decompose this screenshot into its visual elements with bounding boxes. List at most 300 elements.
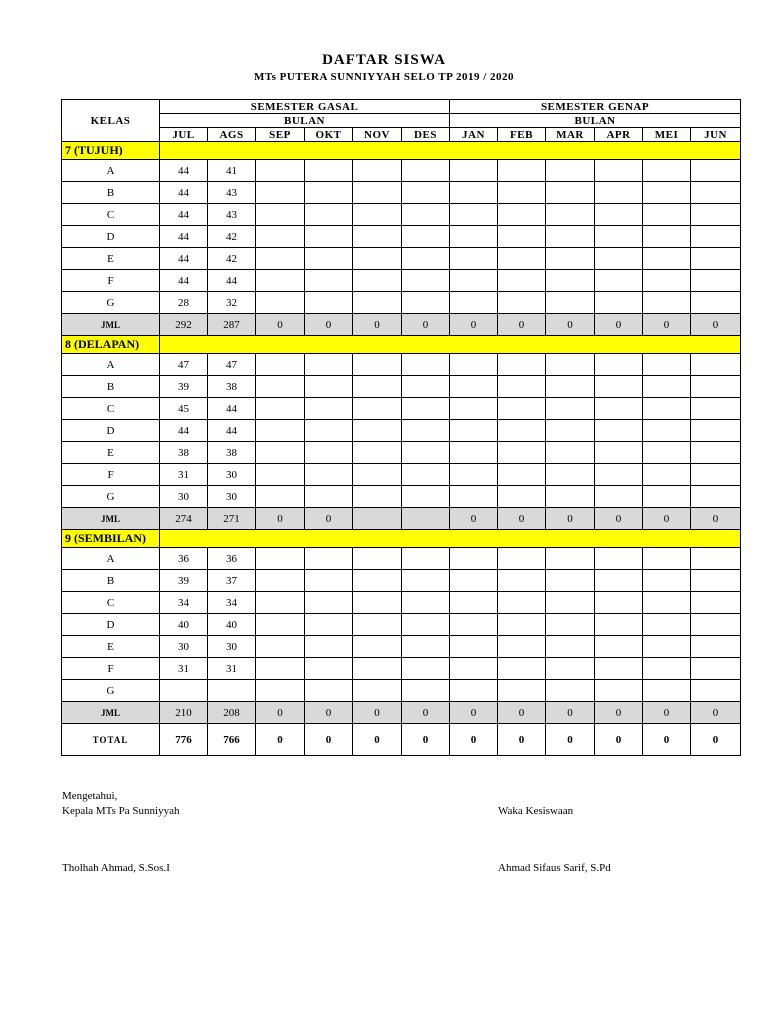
table-cell: 31 bbox=[160, 464, 208, 486]
table-cell bbox=[643, 636, 691, 658]
class-label: F bbox=[62, 270, 160, 292]
table-cell: 40 bbox=[160, 614, 208, 636]
table-cell bbox=[256, 464, 305, 486]
class-label: E bbox=[62, 636, 160, 658]
grade-section-row bbox=[62, 336, 741, 354]
total-cell: 0 bbox=[643, 724, 691, 756]
table-cell bbox=[546, 592, 595, 614]
class-label: D bbox=[62, 226, 160, 248]
table-cell bbox=[353, 486, 402, 508]
table-cell bbox=[256, 292, 305, 314]
table-cell: 38 bbox=[160, 442, 208, 464]
subtotal-cell bbox=[402, 508, 450, 530]
table-cell bbox=[353, 548, 402, 570]
table-row bbox=[62, 636, 741, 658]
month-header: JAN bbox=[450, 128, 498, 142]
table-cell bbox=[498, 680, 546, 702]
table-cell bbox=[256, 570, 305, 592]
table-cell: 44 bbox=[160, 182, 208, 204]
table-cell bbox=[643, 292, 691, 314]
table-cell bbox=[353, 636, 402, 658]
grade-label: 9 (SEMBILAN) bbox=[62, 530, 160, 548]
table-cell bbox=[546, 658, 595, 680]
semester-gasal-header: SEMESTER GASAL bbox=[160, 100, 450, 114]
table-cell: 31 bbox=[160, 658, 208, 680]
class-label: B bbox=[62, 570, 160, 592]
table-cell bbox=[208, 680, 256, 702]
subtotal-cell: 0 bbox=[691, 508, 741, 530]
table-cell: 36 bbox=[160, 548, 208, 570]
month-header: MAR bbox=[546, 128, 595, 142]
kelas-header: KELAS bbox=[62, 100, 160, 142]
table-row bbox=[62, 570, 741, 592]
class-label: G bbox=[62, 292, 160, 314]
table-cell bbox=[595, 570, 643, 592]
table-cell bbox=[643, 658, 691, 680]
table-row bbox=[62, 548, 741, 570]
table-cell bbox=[402, 420, 450, 442]
subtotal-cell: 271 bbox=[208, 508, 256, 530]
month-header: JUN bbox=[691, 128, 741, 142]
table-row bbox=[62, 398, 741, 420]
subtotal-cell: 0 bbox=[546, 314, 595, 336]
sig-left-line2: Kepala MTs Pa Sunniyyah bbox=[62, 805, 180, 817]
table-cell bbox=[643, 464, 691, 486]
table-cell bbox=[353, 226, 402, 248]
table-cell bbox=[643, 420, 691, 442]
table-cell bbox=[450, 270, 498, 292]
table-cell bbox=[691, 570, 741, 592]
table-cell bbox=[498, 182, 546, 204]
table-cell: 31 bbox=[208, 658, 256, 680]
table-cell bbox=[498, 636, 546, 658]
total-cell: 0 bbox=[353, 724, 402, 756]
table-row bbox=[62, 204, 741, 226]
table-cell bbox=[353, 270, 402, 292]
sig-right-name: Ahmad Sifaus Sarif, S.Pd bbox=[498, 862, 611, 874]
table-cell bbox=[305, 398, 353, 420]
table-cell bbox=[256, 486, 305, 508]
table-cell: 42 bbox=[208, 248, 256, 270]
subtotal-cell: 0 bbox=[305, 314, 353, 336]
table-cell bbox=[546, 442, 595, 464]
table-cell bbox=[256, 680, 305, 702]
table-cell bbox=[353, 570, 402, 592]
subtotal-cell: 0 bbox=[402, 314, 450, 336]
grade-section-band bbox=[160, 142, 741, 160]
table-cell bbox=[305, 548, 353, 570]
table-cell: 44 bbox=[160, 420, 208, 442]
table-cell bbox=[691, 464, 741, 486]
table-cell bbox=[643, 548, 691, 570]
table-cell bbox=[160, 680, 208, 702]
table-cell bbox=[402, 548, 450, 570]
table-cell bbox=[305, 636, 353, 658]
table-cell: 38 bbox=[208, 376, 256, 398]
table-cell bbox=[256, 398, 305, 420]
table-cell bbox=[595, 376, 643, 398]
subtotal-cell: 0 bbox=[595, 702, 643, 724]
table-row bbox=[62, 354, 741, 376]
table-cell bbox=[450, 548, 498, 570]
total-cell: 0 bbox=[498, 724, 546, 756]
table-cell bbox=[353, 248, 402, 270]
table-cell bbox=[402, 398, 450, 420]
table-cell bbox=[353, 292, 402, 314]
table-cell: 34 bbox=[208, 592, 256, 614]
class-label: A bbox=[62, 160, 160, 182]
table-cell bbox=[305, 160, 353, 182]
subtotal-cell: 0 bbox=[256, 508, 305, 530]
sig-left-line1: Mengetahui, bbox=[62, 790, 118, 802]
table-cell bbox=[691, 398, 741, 420]
table-row bbox=[62, 464, 741, 486]
table-cell bbox=[256, 442, 305, 464]
grade-label: 7 (TUJUH) bbox=[62, 142, 160, 160]
class-label: B bbox=[62, 182, 160, 204]
table-cell bbox=[498, 570, 546, 592]
table-cell bbox=[498, 160, 546, 182]
table-row bbox=[62, 270, 741, 292]
table-cell bbox=[643, 204, 691, 226]
table-cell bbox=[305, 464, 353, 486]
table-cell bbox=[643, 160, 691, 182]
table-cell: 37 bbox=[208, 570, 256, 592]
table-cell bbox=[595, 270, 643, 292]
subtotal-row bbox=[62, 508, 741, 530]
table-cell bbox=[595, 248, 643, 270]
table-row bbox=[62, 420, 741, 442]
table-cell bbox=[691, 292, 741, 314]
table-cell bbox=[450, 614, 498, 636]
table-cell bbox=[691, 486, 741, 508]
table-cell: 30 bbox=[160, 486, 208, 508]
table-cell bbox=[498, 592, 546, 614]
table-cell bbox=[450, 376, 498, 398]
subtotal-cell: 0 bbox=[498, 508, 546, 530]
table-cell bbox=[691, 592, 741, 614]
table-cell bbox=[498, 292, 546, 314]
subtotal-label: JML bbox=[62, 314, 160, 336]
table-cell bbox=[643, 376, 691, 398]
subtotal-cell: 0 bbox=[450, 508, 498, 530]
table-cell bbox=[643, 614, 691, 636]
table-cell bbox=[353, 398, 402, 420]
table-cell bbox=[643, 182, 691, 204]
table-cell: 39 bbox=[160, 570, 208, 592]
table-cell bbox=[450, 248, 498, 270]
table-cell: 41 bbox=[208, 160, 256, 182]
table-cell: 36 bbox=[208, 548, 256, 570]
class-label: B bbox=[62, 376, 160, 398]
month-header: FEB bbox=[498, 128, 546, 142]
subtotal-cell: 0 bbox=[450, 702, 498, 724]
table-cell bbox=[595, 658, 643, 680]
table-cell bbox=[595, 614, 643, 636]
table-cell bbox=[402, 486, 450, 508]
table-cell: 44 bbox=[208, 398, 256, 420]
grade-label: 8 (DELAPAN) bbox=[62, 336, 160, 354]
table-cell: 44 bbox=[160, 248, 208, 270]
table-cell bbox=[595, 548, 643, 570]
table-row bbox=[62, 376, 741, 398]
table-cell bbox=[691, 680, 741, 702]
class-label: A bbox=[62, 354, 160, 376]
table-cell bbox=[691, 658, 741, 680]
table-cell bbox=[402, 442, 450, 464]
table-cell bbox=[450, 292, 498, 314]
table-cell bbox=[595, 204, 643, 226]
subtotal-cell: 0 bbox=[595, 508, 643, 530]
table-cell bbox=[546, 548, 595, 570]
student-table bbox=[61, 99, 741, 756]
table-cell bbox=[305, 420, 353, 442]
table-cell: 45 bbox=[160, 398, 208, 420]
table-cell bbox=[450, 486, 498, 508]
semester-genap-header: SEMESTER GENAP bbox=[450, 100, 741, 114]
table-cell bbox=[305, 486, 353, 508]
total-cell: 0 bbox=[305, 724, 353, 756]
table-cell bbox=[498, 442, 546, 464]
table-row bbox=[62, 486, 741, 508]
table-cell bbox=[353, 354, 402, 376]
table-cell: 44 bbox=[208, 270, 256, 292]
table-cell bbox=[402, 226, 450, 248]
table-cell: 44 bbox=[160, 270, 208, 292]
table-cell bbox=[498, 354, 546, 376]
table-row bbox=[62, 442, 741, 464]
table-cell bbox=[643, 592, 691, 614]
table-cell bbox=[450, 570, 498, 592]
table-row bbox=[62, 182, 741, 204]
table-cell bbox=[256, 204, 305, 226]
table-cell bbox=[305, 270, 353, 292]
table-cell bbox=[402, 464, 450, 486]
total-cell: 0 bbox=[402, 724, 450, 756]
table-cell bbox=[256, 270, 305, 292]
table-cell bbox=[546, 570, 595, 592]
total-cell: 0 bbox=[691, 724, 741, 756]
sig-left-name: Tholhah Ahmad, S.Sos.I bbox=[62, 862, 170, 874]
table-cell bbox=[546, 204, 595, 226]
table-cell bbox=[691, 636, 741, 658]
total-label: TOTAL bbox=[62, 724, 160, 756]
table-cell bbox=[305, 442, 353, 464]
table-cell bbox=[305, 182, 353, 204]
table-cell bbox=[643, 570, 691, 592]
subtotal-cell: 0 bbox=[643, 508, 691, 530]
sig-right-line1: Waka Kesiswaan bbox=[498, 805, 574, 817]
subtotal-cell: 0 bbox=[691, 702, 741, 724]
table-cell bbox=[305, 680, 353, 702]
table-cell bbox=[256, 636, 305, 658]
table-cell bbox=[691, 226, 741, 248]
table-cell bbox=[305, 658, 353, 680]
table-cell bbox=[305, 614, 353, 636]
table-cell bbox=[353, 376, 402, 398]
table-cell bbox=[402, 248, 450, 270]
subtotal-row bbox=[62, 702, 741, 724]
subtotal-cell: 292 bbox=[160, 314, 208, 336]
table-cell bbox=[691, 182, 741, 204]
document-subtitle: MTs PUTERA SUNNIYYAH SELO TP 2019 / 2020 bbox=[253, 71, 515, 83]
table-cell bbox=[546, 486, 595, 508]
table-cell: 42 bbox=[208, 226, 256, 248]
table-cell bbox=[691, 160, 741, 182]
table-cell: 30 bbox=[208, 486, 256, 508]
subtotal-cell: 0 bbox=[305, 508, 353, 530]
month-header: OKT bbox=[305, 128, 353, 142]
table-row bbox=[62, 292, 741, 314]
table-cell bbox=[691, 376, 741, 398]
table-cell bbox=[402, 204, 450, 226]
table-cell bbox=[256, 420, 305, 442]
table-cell: 44 bbox=[160, 226, 208, 248]
table-cell bbox=[402, 636, 450, 658]
table-cell bbox=[595, 464, 643, 486]
table-cell: 44 bbox=[208, 420, 256, 442]
table-cell bbox=[643, 248, 691, 270]
table-cell bbox=[353, 592, 402, 614]
table-cell bbox=[498, 248, 546, 270]
subtotal-cell: 0 bbox=[402, 702, 450, 724]
table-row bbox=[62, 614, 741, 636]
month-header: SEP bbox=[256, 128, 305, 142]
subtotal-label: JML bbox=[62, 508, 160, 530]
class-label: C bbox=[62, 204, 160, 226]
total-cell: 0 bbox=[546, 724, 595, 756]
table-cell bbox=[402, 614, 450, 636]
table-cell bbox=[353, 160, 402, 182]
subtotal-cell: 0 bbox=[595, 314, 643, 336]
table-cell bbox=[546, 398, 595, 420]
table-cell bbox=[546, 464, 595, 486]
table-cell bbox=[402, 658, 450, 680]
table-cell: 43 bbox=[208, 204, 256, 226]
table-cell bbox=[546, 680, 595, 702]
class-label: F bbox=[62, 464, 160, 486]
table-cell bbox=[402, 680, 450, 702]
table-cell bbox=[595, 160, 643, 182]
table-cell bbox=[450, 398, 498, 420]
table-cell bbox=[402, 354, 450, 376]
class-label: C bbox=[62, 398, 160, 420]
table-cell bbox=[305, 354, 353, 376]
document-title: DAFTAR SISWA bbox=[322, 52, 446, 68]
class-label: E bbox=[62, 248, 160, 270]
subtotal-cell: 210 bbox=[160, 702, 208, 724]
total-cell: 0 bbox=[595, 724, 643, 756]
subtotal-cell: 0 bbox=[643, 702, 691, 724]
table-cell bbox=[595, 354, 643, 376]
table-cell: 28 bbox=[160, 292, 208, 314]
table-cell bbox=[595, 226, 643, 248]
table-cell bbox=[546, 636, 595, 658]
table-cell bbox=[305, 226, 353, 248]
table-cell bbox=[305, 248, 353, 270]
table-cell bbox=[498, 270, 546, 292]
table-cell bbox=[256, 376, 305, 398]
subtotal-cell bbox=[353, 508, 402, 530]
table-cell: 44 bbox=[160, 204, 208, 226]
class-label: G bbox=[62, 486, 160, 508]
table-cell bbox=[498, 398, 546, 420]
class-label: G bbox=[62, 680, 160, 702]
table-cell bbox=[256, 226, 305, 248]
table-cell bbox=[546, 354, 595, 376]
table-cell bbox=[450, 204, 498, 226]
table-cell bbox=[353, 420, 402, 442]
table-cell bbox=[546, 292, 595, 314]
table-cell bbox=[256, 248, 305, 270]
table-cell: 38 bbox=[208, 442, 256, 464]
table-cell bbox=[256, 548, 305, 570]
table-cell: 30 bbox=[160, 636, 208, 658]
subtotal-cell: 0 bbox=[498, 702, 546, 724]
table-cell bbox=[353, 614, 402, 636]
table-cell bbox=[643, 486, 691, 508]
table-cell bbox=[595, 442, 643, 464]
class-label: D bbox=[62, 614, 160, 636]
total-cell: 0 bbox=[450, 724, 498, 756]
table-cell: 30 bbox=[208, 636, 256, 658]
table-cell bbox=[402, 160, 450, 182]
table-cell bbox=[402, 292, 450, 314]
table-cell bbox=[450, 420, 498, 442]
month-header: JUL bbox=[160, 128, 208, 142]
subtotal-cell: 0 bbox=[256, 314, 305, 336]
table-cell bbox=[353, 204, 402, 226]
table-cell bbox=[546, 420, 595, 442]
subtotal-cell: 0 bbox=[353, 702, 402, 724]
table-cell bbox=[450, 160, 498, 182]
table-cell bbox=[353, 182, 402, 204]
month-header: DES bbox=[402, 128, 450, 142]
bulan-genap-header: BULAN bbox=[450, 114, 741, 128]
table-cell bbox=[595, 680, 643, 702]
table-cell: 39 bbox=[160, 376, 208, 398]
table-cell bbox=[546, 270, 595, 292]
month-header: NOV bbox=[353, 128, 402, 142]
table-cell: 34 bbox=[160, 592, 208, 614]
month-header: AGS bbox=[208, 128, 256, 142]
table-row bbox=[62, 226, 741, 248]
table-cell bbox=[546, 182, 595, 204]
table-cell bbox=[498, 486, 546, 508]
table-cell bbox=[305, 292, 353, 314]
table-cell bbox=[643, 226, 691, 248]
subtotal-cell: 274 bbox=[160, 508, 208, 530]
grade-section-band bbox=[160, 530, 741, 548]
table-cell bbox=[643, 680, 691, 702]
table-row bbox=[62, 680, 741, 702]
table-cell bbox=[353, 658, 402, 680]
subtotal-cell: 0 bbox=[546, 508, 595, 530]
table-cell bbox=[256, 354, 305, 376]
grade-section-band bbox=[160, 336, 741, 354]
subtotal-cell: 0 bbox=[643, 314, 691, 336]
table-cell: 47 bbox=[208, 354, 256, 376]
table-cell bbox=[643, 270, 691, 292]
table-cell bbox=[256, 614, 305, 636]
table-cell bbox=[450, 182, 498, 204]
table-cell bbox=[402, 592, 450, 614]
table-cell bbox=[498, 614, 546, 636]
table-cell bbox=[305, 592, 353, 614]
table-cell bbox=[402, 570, 450, 592]
class-label: F bbox=[62, 658, 160, 680]
table-cell bbox=[595, 486, 643, 508]
